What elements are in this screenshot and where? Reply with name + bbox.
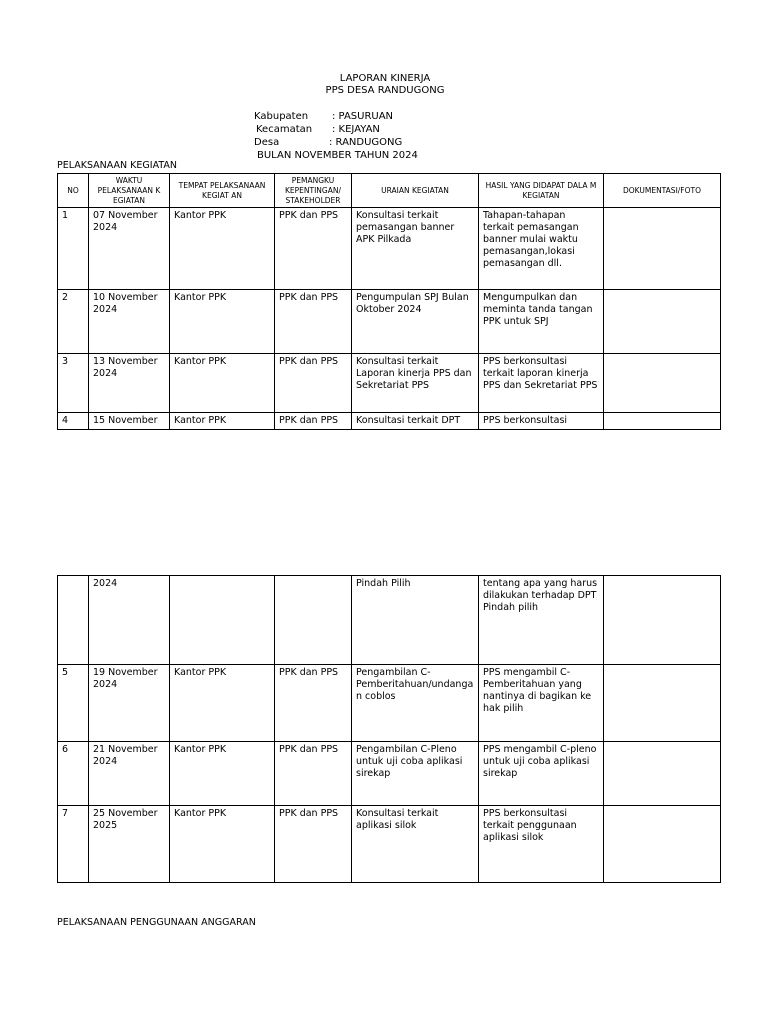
cell-hasil: Tahapan-tahapan terkait pemasangan banner mulai waktu pemasangan,lokasi pemasangan dll.: [479, 208, 604, 290]
cell-waktu: 21 November 2024: [89, 742, 170, 806]
cell-hasil: Mengumpulkan dan meminta tanda tangan PPK untuk SPJ: [479, 290, 604, 354]
cell-tempat: Kantor PPK: [170, 208, 275, 290]
cell-pemangku: PPK dan PPS: [275, 290, 352, 354]
desa-label: Desa: [254, 137, 280, 148]
cell-no: 6: [58, 742, 89, 806]
cell-tempat: Kantor PPK: [170, 742, 275, 806]
activities-table-page-2: [57, 575, 721, 883]
cell-uraian: Pindah Pilih: [352, 576, 479, 665]
cell-hasil: PPS berkonsultasi: [479, 413, 604, 430]
cell-no: 3: [58, 354, 89, 413]
cell-tempat: Kantor PPK: [170, 290, 275, 354]
header-hasil: HASIL YANG DIDAPAT DALA M KEGIATAN: [479, 174, 604, 208]
table-header-row: [58, 174, 721, 208]
cell-hasil: [479, 576, 604, 665]
cell-uraian: Pengumpulan SPJ Bulan Oktober 2024: [352, 290, 479, 354]
cell-uraian: Konsultasi terkait pemasangan banner APK Pilkada: [352, 208, 479, 290]
table-row: [58, 806, 721, 883]
cell-dokumentasi: [604, 665, 721, 742]
section-budget-heading: PELAKSANAAN PENGGUNAAN ANGGARAN: [57, 917, 256, 928]
cell-uraian: Konsultasi terkait aplikasi silok: [352, 806, 479, 883]
cell-hasil: PPS berkonsultasi terkait penggunaan aplikasi silok: [479, 806, 604, 883]
cell-hasil: PPS mengambil C-Pemberitahuan yang nantinya di bagikan ke hak pilih: [479, 665, 604, 742]
cell-dokumentasi: [604, 290, 721, 354]
cell-pemangku: PPK dan PPS: [275, 742, 352, 806]
cell-no: 5: [58, 665, 89, 742]
table-row: [58, 290, 721, 354]
desa-value: : RANDUGONG: [329, 137, 403, 148]
cell-pemangku: PPK dan PPS: [275, 806, 352, 883]
cell-waktu: 2024: [89, 576, 170, 665]
cell-no: 1: [58, 208, 89, 290]
cell-pemangku: PPK dan PPS: [275, 354, 352, 413]
report-period: BULAN NOVEMBER TAHUN 2024: [257, 150, 418, 161]
cell-uraian: Konsultasi terkait Laporan kinerja PPS dan Sekretariat PPS: [352, 354, 479, 413]
cell-dokumentasi: [604, 413, 721, 430]
cell-uraian: Pengambilan C-Pemberitahuan/undangan coblos: [352, 665, 479, 742]
header-pemangku: PEMANGKU KEPENTINGAN/ STAKEHOLDER: [275, 174, 352, 208]
cell-dokumentasi: [604, 742, 721, 806]
header-waktu: WAKTU PELAKSANAAN K EGIATAN: [89, 174, 170, 208]
cell-dokumentasi: [604, 576, 721, 665]
kabupaten-value: : PASURUAN: [332, 111, 394, 122]
cell-pemangku: PPK dan PPS: [275, 665, 352, 742]
cell-no: 7: [58, 806, 89, 883]
table-row: [58, 665, 721, 742]
cell-waktu: 19 November 2024: [89, 665, 170, 742]
cell-tempat: Kantor PPK: [170, 413, 275, 430]
kabupaten-label: Kabupaten: [254, 111, 309, 122]
cell-tempat: Kantor PPK: [170, 354, 275, 413]
cell-dokumentasi: [604, 806, 721, 883]
table-row: [58, 413, 721, 430]
cell-no: 2: [58, 290, 89, 354]
section-activities-heading: PELAKSANAAN KEGIATAN: [57, 160, 177, 171]
table-row: [58, 354, 721, 413]
header-dokumentasi: DOKUMENTASI/FOTO: [604, 174, 721, 208]
activities-table-page-1: [57, 173, 721, 430]
cell-waktu: 13 November 2024: [89, 354, 170, 413]
table-row: [58, 576, 721, 665]
cell-dokumentasi: [604, 208, 721, 290]
cell-waktu: 10 November 2024: [89, 290, 170, 354]
cell-uraian: Pengambilan C-Pleno untuk uji coba aplikasi sirekap: [352, 742, 479, 806]
report-title: LAPORAN KINERJA: [339, 73, 431, 84]
cell-tempat: Kantor PPK: [170, 665, 275, 742]
header-uraian: URAIAN KEGIATAN: [352, 174, 479, 208]
cell-hasil: PPS mengambil C-pleno untuk uji coba aplikasi sirekap: [479, 742, 604, 806]
cell-tempat: [170, 576, 275, 665]
table-row: [58, 208, 721, 290]
cell-pemangku: PPK dan PPS: [275, 413, 352, 430]
cell-uraian: Konsultasi terkait DPT: [352, 413, 479, 430]
cell-waktu: 15 November: [89, 413, 170, 430]
cell-hasil: PPS berkonsultasi terkait laporan kinerja PPS dan Sekretariat PPS: [479, 354, 604, 413]
cell-waktu: 07 November 2024: [89, 208, 170, 290]
hasil-text: tentang apa yang harus dilakukan terhadap DPT Pindah pilih: [483, 578, 598, 613]
cell-pemangku: [275, 576, 352, 665]
cell-tempat: Kantor PPK: [170, 806, 275, 883]
kecamatan-label: Kecamatan: [256, 124, 313, 135]
header-no: NO: [58, 174, 89, 208]
cell-no: 4: [58, 413, 89, 430]
cell-waktu: 25 November 2025: [89, 806, 170, 883]
cell-pemangku: PPK dan PPS: [275, 208, 352, 290]
header-tempat: TEMPAT PELAKSANAAN KEGIAT AN: [170, 174, 275, 208]
cell-dokumentasi: [604, 354, 721, 413]
cell-no: [58, 576, 89, 665]
report-subtitle: PPS DESA RANDUGONG: [325, 85, 445, 96]
table-row: [58, 742, 721, 806]
kecamatan-value: : KEJAYAN: [332, 124, 380, 135]
